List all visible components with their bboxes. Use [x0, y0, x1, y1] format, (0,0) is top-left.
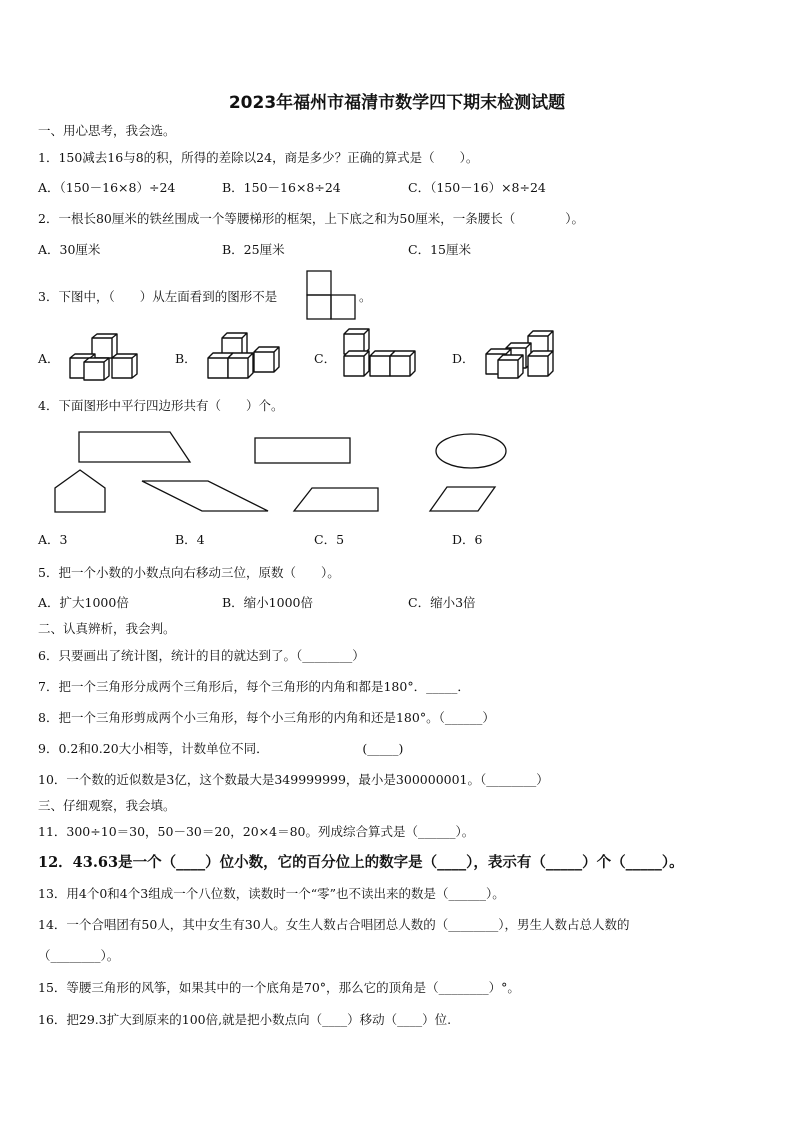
question-15: 15．等腰三角形的风筝，如果其中的一个底角是70°，那么它的顶角是（________）°。 — [38, 980, 520, 995]
question-14-line-2: （________）。 — [38, 948, 120, 963]
q2-option-b: B．25厘米 — [222, 242, 285, 257]
question-7: 7．把一个三角形分成两个三角形后，每个三角形的内角和都是180°．_____． — [38, 679, 470, 694]
question-4: 4．下面图形中平行四边形共有（ ）个。 — [38, 398, 284, 413]
q3-option-d: D． — [452, 351, 475, 366]
q2-option-c: C．15厘米 — [408, 242, 471, 257]
question-8: 8．把一个三角形剪成两个小三角形，每个小三角形的内角和还是180°。（______） — [38, 710, 495, 725]
q4-option-b: B．4 — [175, 532, 205, 547]
question-1: 1．150减去16与8的积，所得的差除以24，商是多少？正确的算式是（ ）。 — [38, 150, 479, 165]
question-6: 6．只要画出了统计图，统计的目的就达到了。（________） — [38, 648, 365, 663]
q5-option-c: C．缩小3倍 — [408, 595, 476, 610]
question-10: 10．一个数的近似数是3亿，这个数最大是349999999，最小是300000001。（________） — [38, 772, 549, 787]
parallelogram-shape-2 — [430, 487, 495, 511]
q5-option-b: B．缩小1000倍 — [222, 595, 313, 610]
right-trapezoid-shape — [79, 432, 190, 462]
q3-option-b: B． — [175, 351, 197, 366]
q4-option-a: A．3 — [38, 532, 68, 547]
section-heading-1: 一、用心思考，我会选。 — [38, 123, 176, 138]
question-11: 11．300÷10＝30，50－30＝20，20×4＝80。列成综合算式是（______）。 — [38, 824, 475, 839]
section-heading-2: 二、认真辨析，我会判。 — [38, 621, 176, 636]
section-heading-3: 三、仔细观察，我会填。 — [38, 798, 176, 813]
q1-option-b: B．150－16×8÷24 — [222, 180, 341, 195]
q4-option-c: C．5 — [314, 532, 345, 547]
question-5: 5．把一个小数的小数点向右移动三位，原数（ ）。 — [38, 565, 340, 580]
question-16: 16．把29.3扩大到原来的100倍,就是把小数点向（____）移动（____）位. — [38, 1012, 452, 1027]
question-13: 13．用4个0和4个3组成一个八位数，读数时一个“零”也不读出来的数是（______）。 — [38, 886, 505, 901]
question-9: 9．0.2和0.20大小相等，计数单位不同． (_____) — [38, 741, 404, 756]
question-14-line-1: 14．一个合唱团有50人，其中女生有30人。女生人数占合唱团总人数的（________），男生人数占总人数的 — [38, 917, 630, 932]
rectangle-shape — [255, 438, 350, 463]
ellipse-shape — [436, 434, 506, 468]
q4-shapes — [0, 0, 794, 560]
question-3-end: 。 — [359, 289, 372, 304]
q2-option-a: A．30厘米 — [38, 242, 101, 257]
q3-option-c: C． — [314, 351, 337, 366]
q5-option-a: A．扩大1000倍 — [38, 595, 129, 610]
pentagon-shape — [55, 470, 105, 512]
q1-option-a: A．（150－16×8）÷24 — [38, 180, 176, 195]
page-title: 2023年福州市福清市数学四下期末检测试题 — [228, 93, 566, 113]
question-12: 12．43.63是一个（____）位小数，它的百分位上的数字是（____），表示有（_____）个（_____）。 — [38, 854, 684, 871]
question-3: 3．下图中，（ ）从左面看到的图形不是 — [38, 289, 278, 304]
q1-option-c: C．（150－16）×8÷24 — [408, 180, 546, 195]
q4-option-d: D．6 — [452, 532, 483, 547]
parallelogram-shape-1 — [142, 481, 268, 511]
question-2: 2．一根长80厘米的铁丝围成一个等腰梯形的框架，上下底之和为50厘米，一条腰长（ ）。 — [38, 211, 585, 226]
q3-option-a: A． — [38, 351, 60, 366]
trapezoid-shape — [294, 488, 378, 511]
